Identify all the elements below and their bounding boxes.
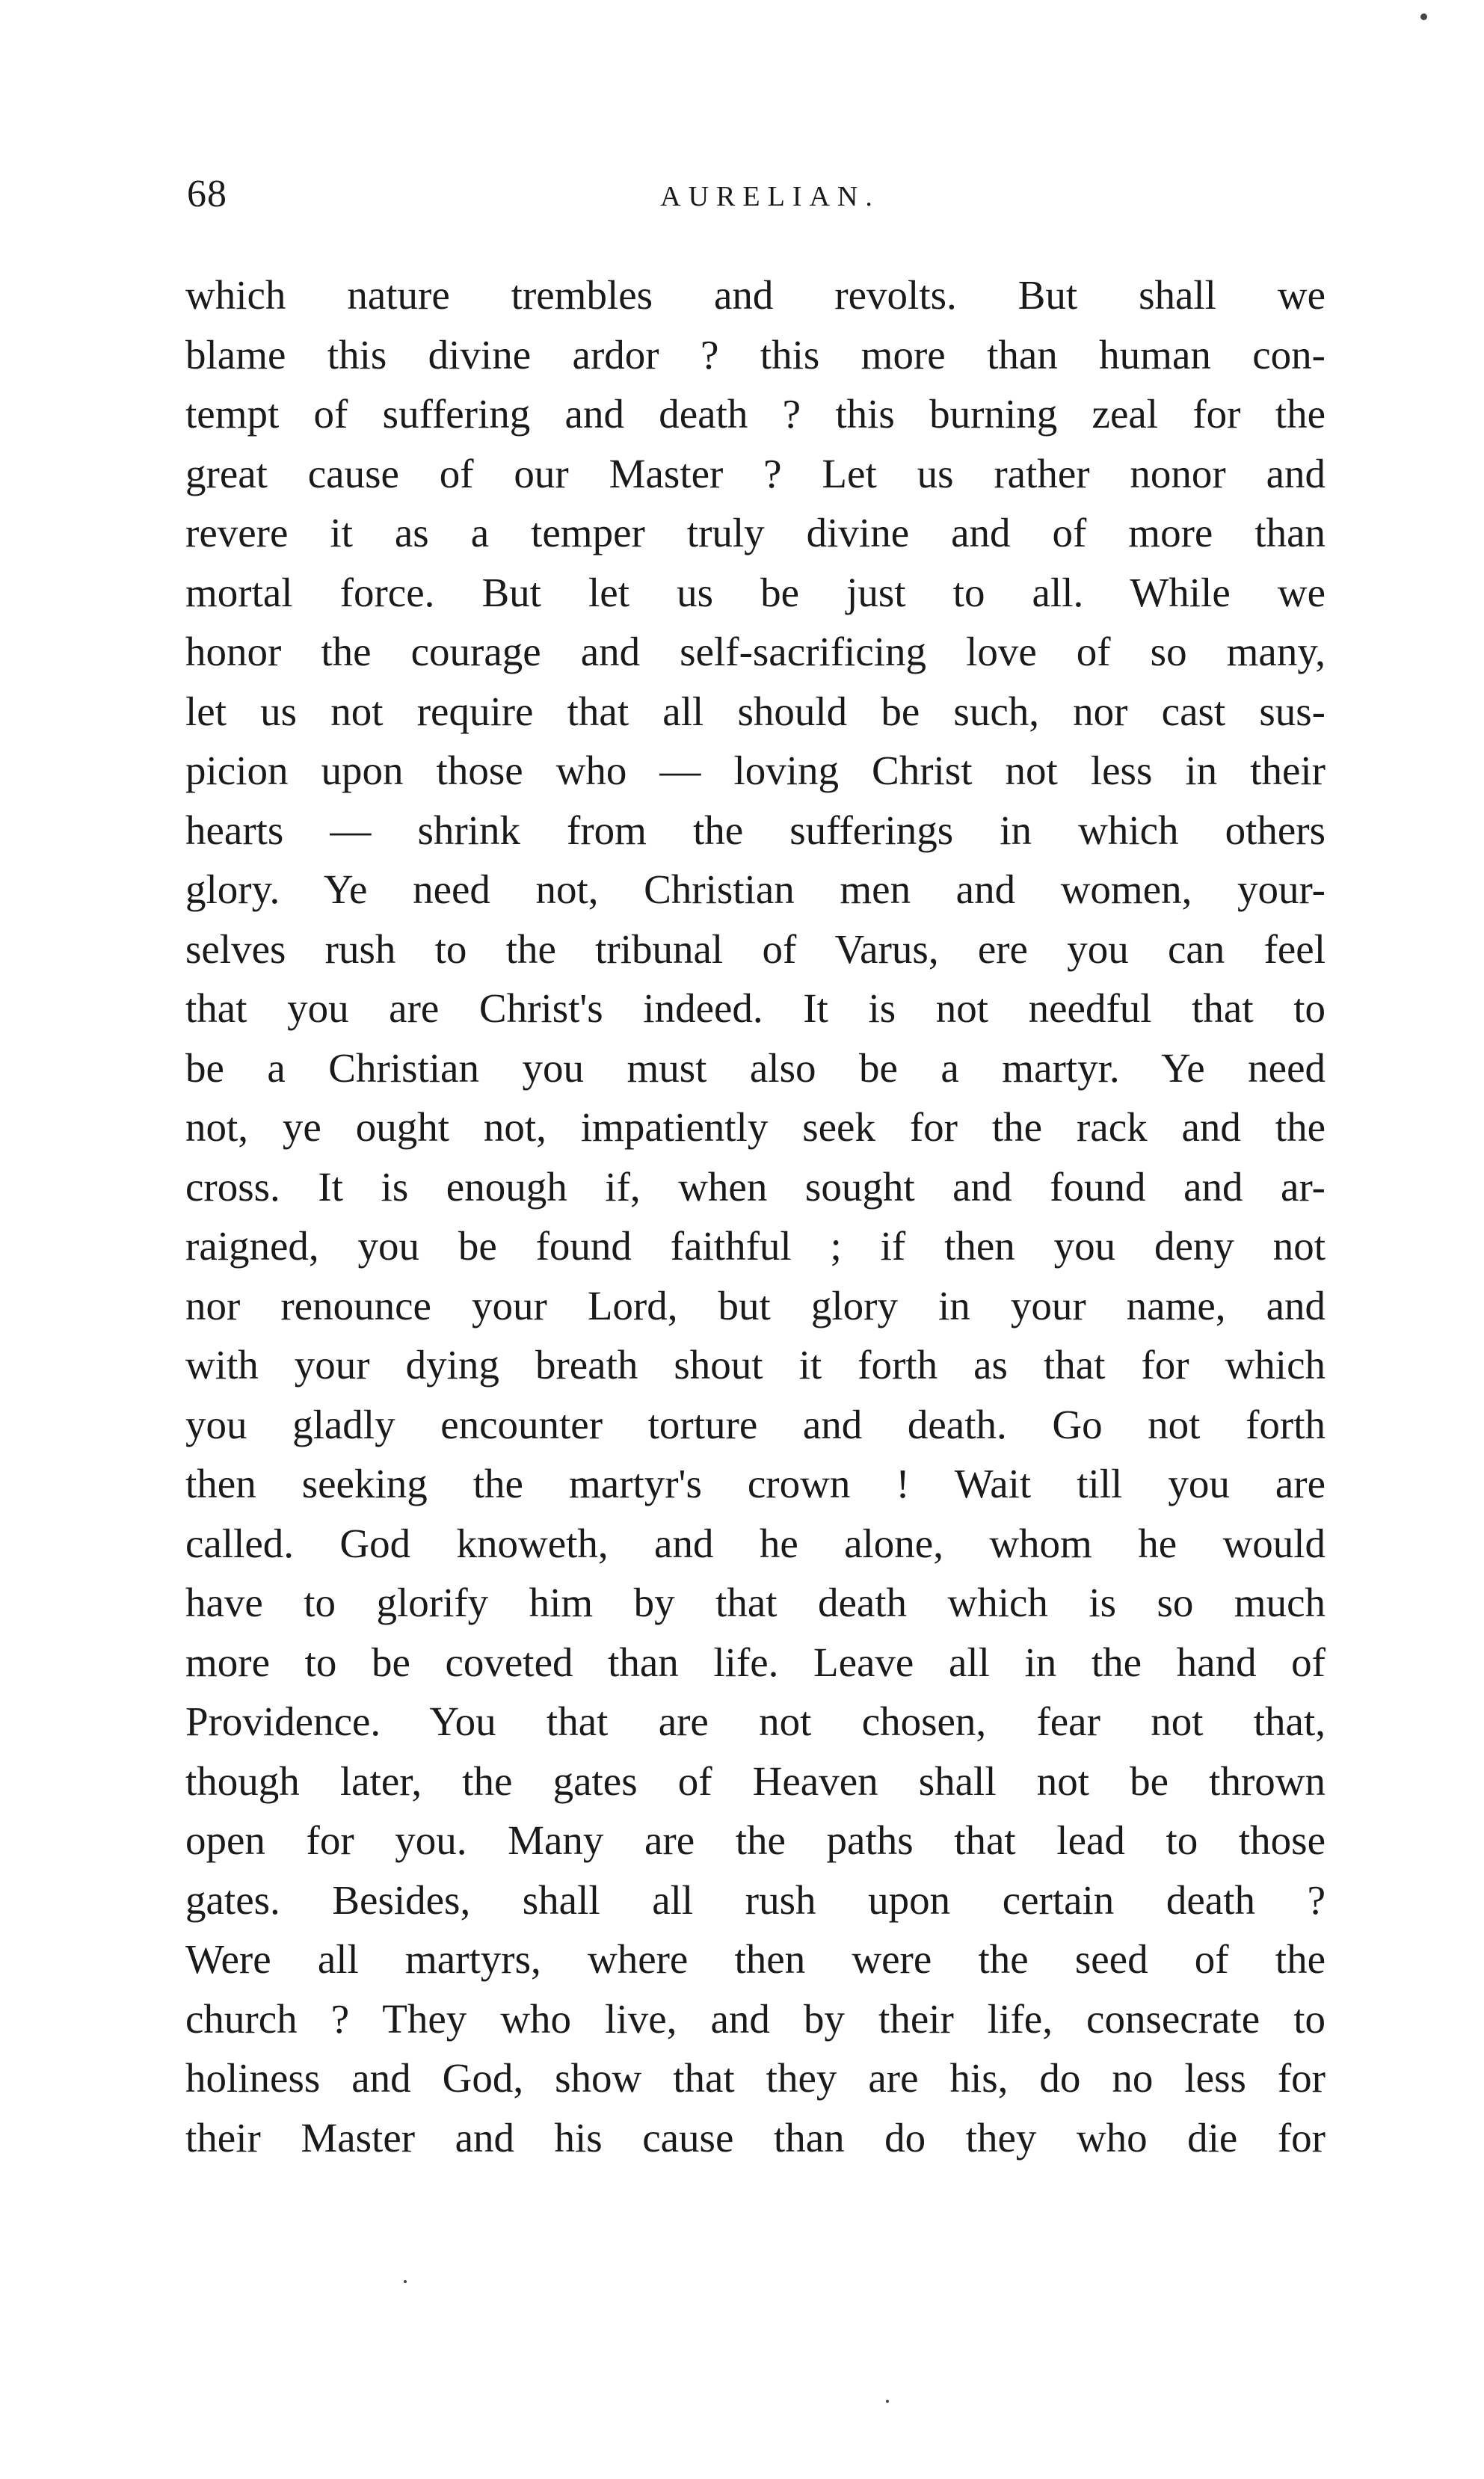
text-line: church ? They who live, and by their life, consecrate to (185, 1995, 1326, 2042)
text-line: be a Christian you must also be a martyr. Ye need (185, 1044, 1326, 1091)
text-line: picion upon those who — loving Christ not less in their (185, 748, 1326, 793)
text-line: which nature trembles and revolts. But shall we (185, 272, 1326, 318)
text-line: nor renounce your Lord, but glory in your name, and (185, 1282, 1326, 1328)
ink-speck (404, 2280, 407, 2283)
text-line: you gladly encounter torture and death. Go not forth (185, 1401, 1326, 1447)
text-line: with your dying breath shout it forth as that for which (185, 1342, 1326, 1388)
ink-speck (1420, 13, 1427, 20)
page-header (187, 168, 1323, 221)
text-line: great cause of our Master ? Let us rather nonor and (185, 450, 1326, 496)
text-line: cross. It is enough if, when sought and found and ar- (185, 1163, 1326, 1210)
text-line: glory. Ye need not, Christian men and women, your- (185, 866, 1326, 912)
text-line: though later, the gates of Heaven shall not be thrown (185, 1758, 1326, 1804)
text-line: Were all martyrs, where then were the seed of the (185, 1936, 1326, 1982)
text-line: blame this divine ardor ? this more than human con- (185, 331, 1326, 378)
text-line: revere it as a temper truly divine and of more than (185, 510, 1326, 555)
text-line: have to glorify him by that death which is so much (185, 1580, 1326, 1625)
text-line: open for you. Many are the paths that lead to those (185, 1817, 1326, 1863)
running-title: AURELIAN. (660, 181, 880, 212)
text-line: mortal force. But let us be just to all. While we (185, 569, 1326, 615)
text-line: tempt of suffering and death ? this burning zeal for the (185, 391, 1326, 437)
text-line: hearts — shrink from the sufferings in which others (185, 807, 1326, 853)
body-text (185, 265, 1326, 2167)
text-line: their Master and his cause than do they who die for (185, 2114, 1326, 2161)
ink-speck (886, 2400, 889, 2403)
page-number: 68 (187, 173, 227, 215)
text-line: called. God knoweth, and he alone, whom he would (185, 1520, 1326, 1566)
text-line: gates. Besides, shall all rush upon certain death ? (185, 1876, 1326, 1923)
text-line: honor the courage and self-sacrificing love of so many, (185, 629, 1326, 674)
text-line: not, ye ought not, impatiently seek for the rack and the (185, 1104, 1326, 1150)
text-line: raigned, you be found faithful ; if then you deny not (185, 1223, 1326, 1269)
text-line: selves rush to the tribunal of Varus, ere you can feel (185, 926, 1326, 972)
text-line: then seeking the martyr's crown ! Wait till you are (185, 1461, 1326, 1506)
text-line: that you are Christ's indeed. It is not needful that to (185, 985, 1326, 1031)
text-line: Providence. You that are not chosen, fear not that, (185, 1699, 1326, 1744)
text-line: holiness and God, show that they are his, do no less for (185, 2055, 1326, 2101)
text-line: let us not require that all should be such, nor cast sus- (185, 688, 1326, 734)
text-line: more to be coveted than life. Leave all in the hand of (185, 1639, 1326, 1685)
